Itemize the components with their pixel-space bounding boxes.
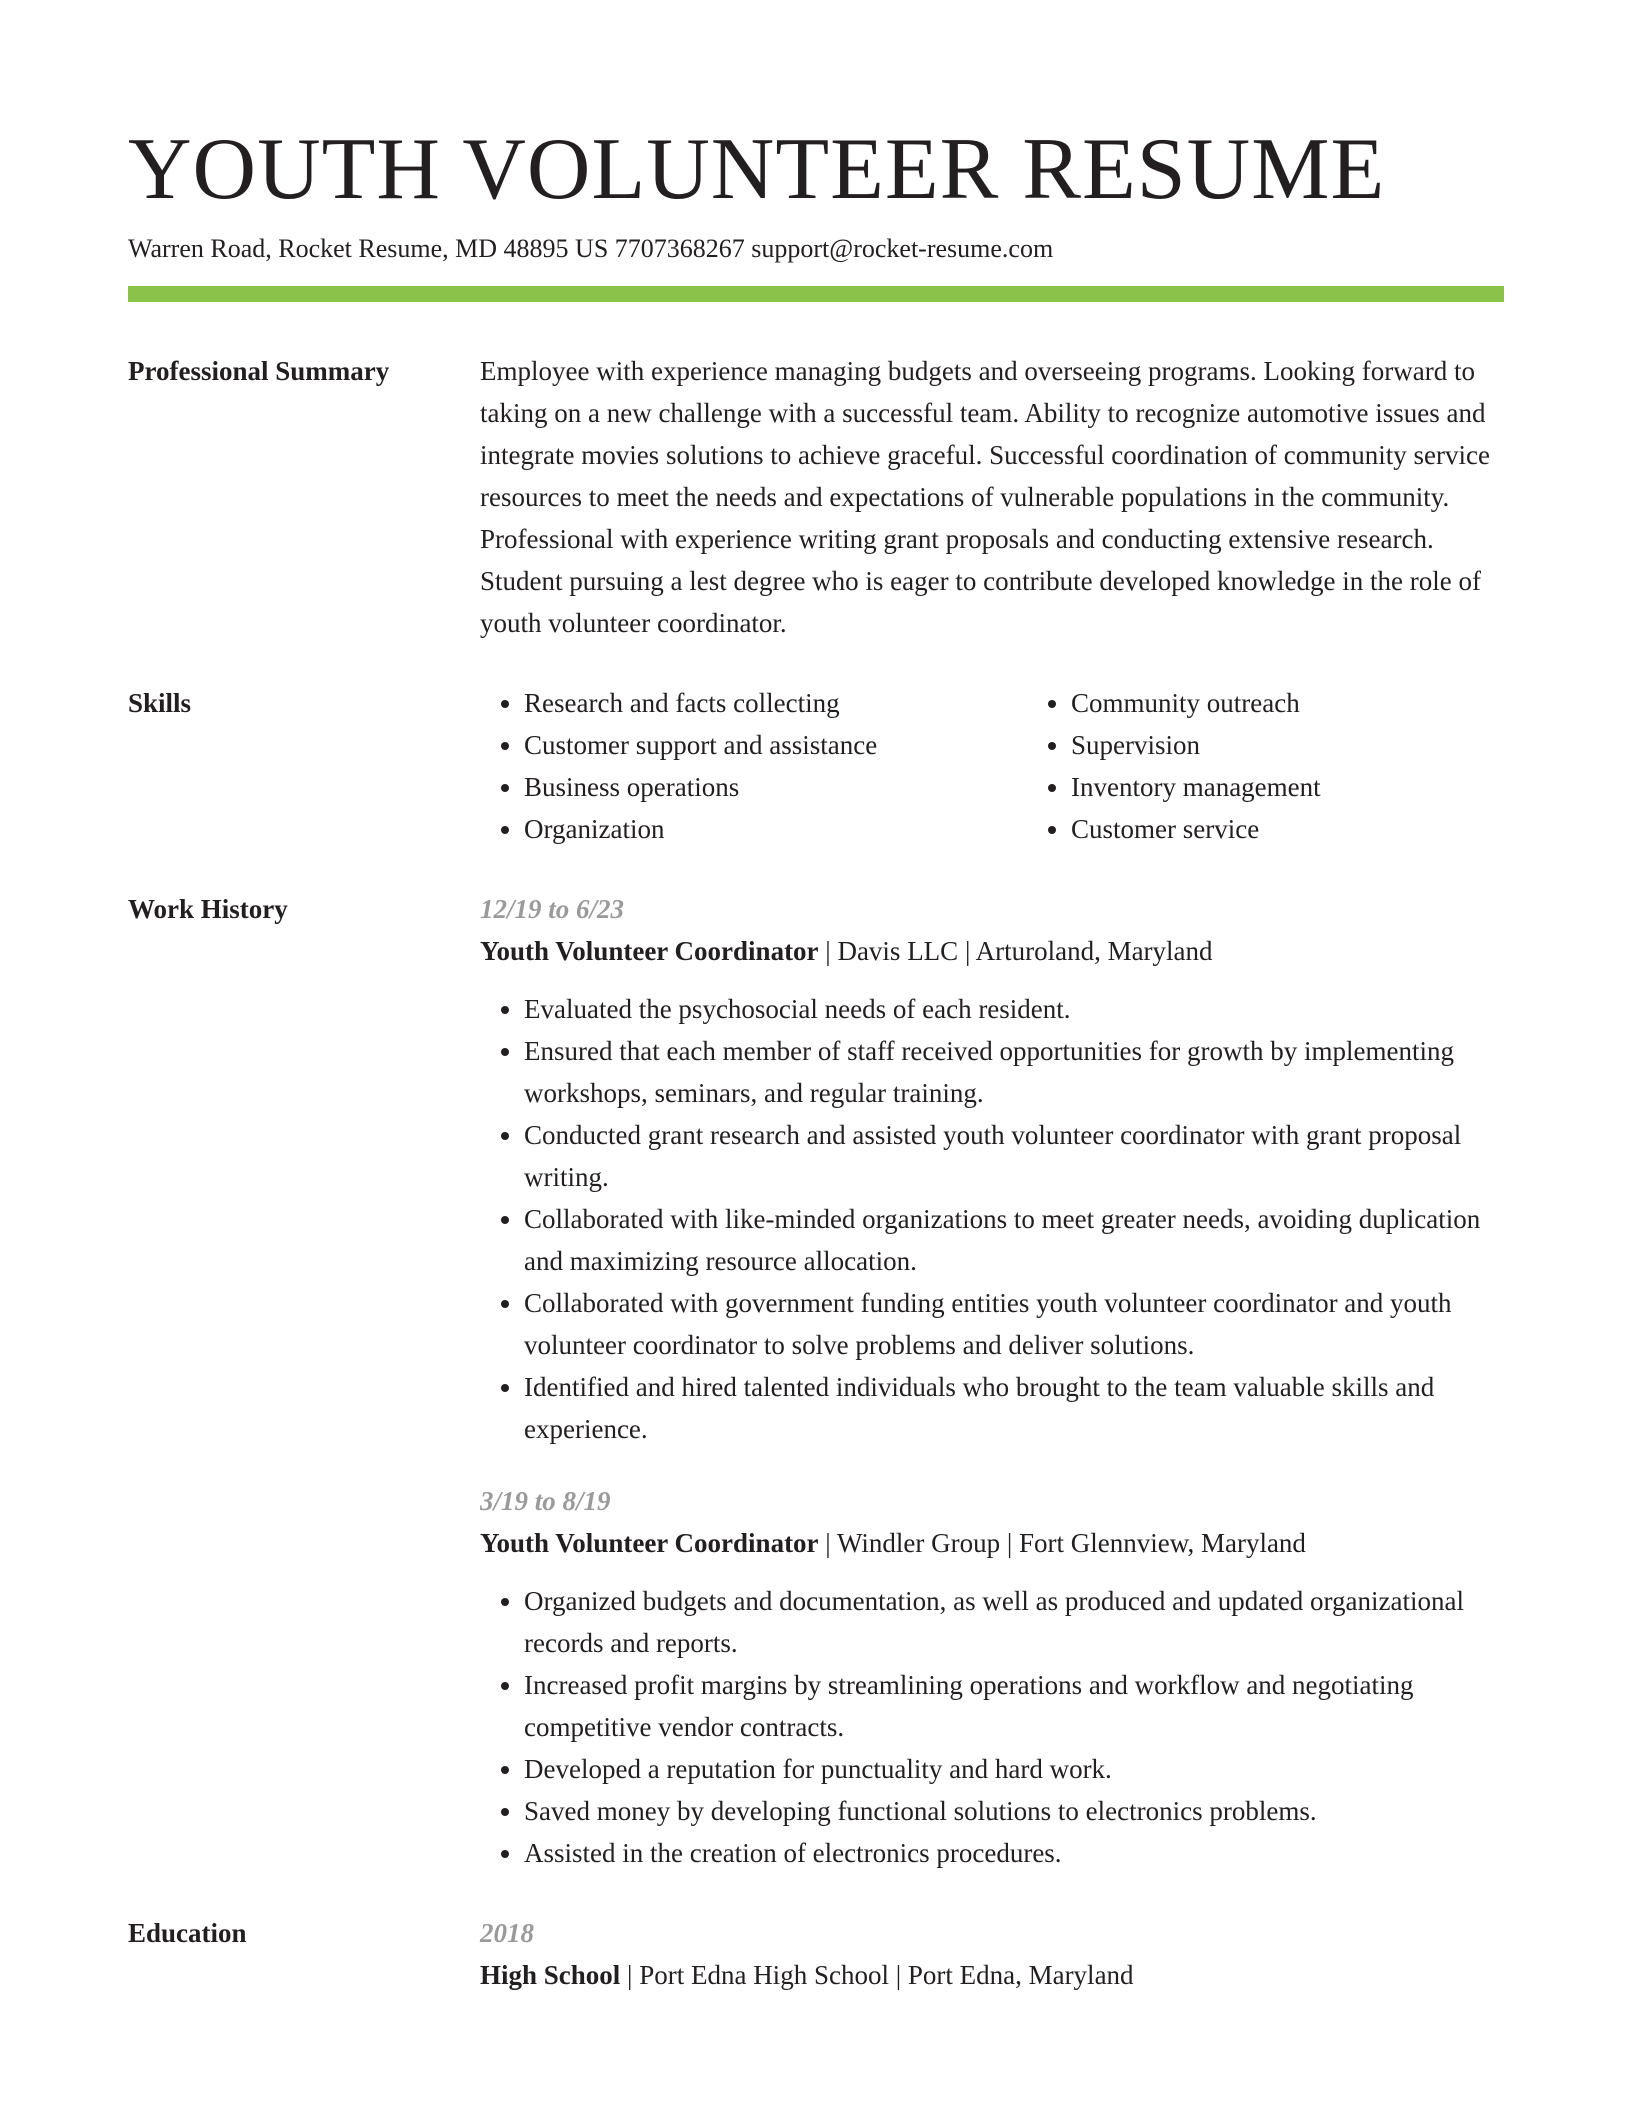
skills-list [480, 682, 1574, 850]
skills-section [128, 682, 1504, 850]
job-employer: | Davis LLC | Arturoland, Maryland [818, 936, 1213, 966]
skill-item: • Business operations [524, 766, 1027, 808]
job-entry [480, 888, 1504, 1450]
job-bullet: • Identified and hired talented individuals who brought to the team valuable skills and experience. [524, 1366, 1504, 1450]
skill-item: • Customer service [1071, 808, 1574, 850]
job-employer: | Windler Group | Fort Glennview, Maryland [818, 1528, 1306, 1558]
contact-line [128, 232, 1504, 266]
skill-item: • Inventory management [1071, 766, 1574, 808]
work-history-list [480, 888, 1504, 1874]
job-bullets [480, 988, 1504, 1450]
skill-item: • Research and facts collecting [524, 682, 1027, 724]
skill-item: • Community outreach [1071, 682, 1574, 724]
contact-address: Warren Road, Rocket Resume, MD 48895 US [128, 234, 609, 263]
skills-heading: Skills [128, 688, 192, 718]
work-history-heading: Work History [128, 894, 288, 924]
job-bullets [480, 1580, 1504, 1874]
job-bullet: • Ensured that each member of staff received opportunities for growth by implementing workshops, seminars, and regular training. [524, 1030, 1504, 1114]
job-bullet: • Developed a reputation for punctuality and hard work. [524, 1748, 1504, 1790]
resume-title: YOUTH VOLUNTEER RESUME [128, 121, 1386, 218]
skill-item: • Customer support and assistance [524, 724, 1027, 766]
job-bullet: • Evaluated the psychosocial needs of each resident. [524, 988, 1504, 1030]
education-degree: High School [480, 1960, 621, 1990]
job-entry [480, 1480, 1504, 1874]
job-bullet: • Assisted in the creation of electronics procedures. [524, 1832, 1504, 1874]
summary-heading: Professional Summary [128, 356, 390, 386]
contact-phone: 7707368267 [614, 234, 745, 263]
job-dates: 12/19 to 6/23 [480, 894, 625, 924]
skills-column-left [480, 682, 1027, 850]
job-dates: 3/19 to 8/19 [480, 1486, 611, 1516]
education-section [128, 1912, 1504, 1996]
summary-text: Employee with experience managing budgets and overseeing programs. Looking forward to taking on a new challenge with a successful team. Ability to recognize automotive issues and integrate movies solutions to achieve graceful. Successful coordination of community service resources to meet the needs and expectations of vulnerable populations in the community. Professional with experience writing grant proposals and conducting extensive research. Student pursuing a lest degree who is eager to contribute developed knowledge in the role of youth volunteer coordinator. [480, 356, 1490, 638]
job-bullet: • Organized budgets and documentation, as well as produced and updated organizational records and reports. [524, 1580, 1504, 1664]
job-title-line [480, 930, 1504, 972]
skills-column-right [1027, 682, 1574, 850]
education-date: 2018 [480, 1918, 534, 1948]
work-history-section [128, 888, 1504, 1874]
header-divider [128, 286, 1504, 302]
summary-section [128, 350, 1504, 644]
job-title: Youth Volunteer Coordinator [480, 1528, 819, 1558]
job-bullet: • Saved money by developing functional solutions to electronics problems. [524, 1790, 1504, 1832]
education-heading: Education [128, 1918, 247, 1948]
skill-item: • Supervision [1071, 724, 1574, 766]
education-school: | Port Edna High School | Port Edna, Maryland [620, 1960, 1134, 1990]
job-bullet: • Conducted grant research and assisted youth volunteer coordinator with grant proposal writing. [524, 1114, 1504, 1198]
education-line [480, 1954, 1504, 1996]
skill-item: • Organization [524, 808, 1027, 850]
resume-page [128, 120, 1504, 1996]
education-entry [480, 1912, 1504, 1996]
job-title: Youth Volunteer Coordinator [480, 936, 819, 966]
job-bullet: • Collaborated with like-minded organizations to meet greater needs, avoiding duplication and maximizing resource allocation. [524, 1198, 1504, 1282]
job-bullet: • Increased profit margins by streamlining operations and workflow and negotiating competitive vendor contracts. [524, 1664, 1504, 1748]
contact-email: support@rocket-resume.com [751, 234, 1054, 263]
job-bullet: • Collaborated with government funding entities youth volunteer coordinator and youth volunteer coordinator to solve problems and deliver solutions. [524, 1282, 1504, 1366]
job-title-line [480, 1522, 1504, 1564]
